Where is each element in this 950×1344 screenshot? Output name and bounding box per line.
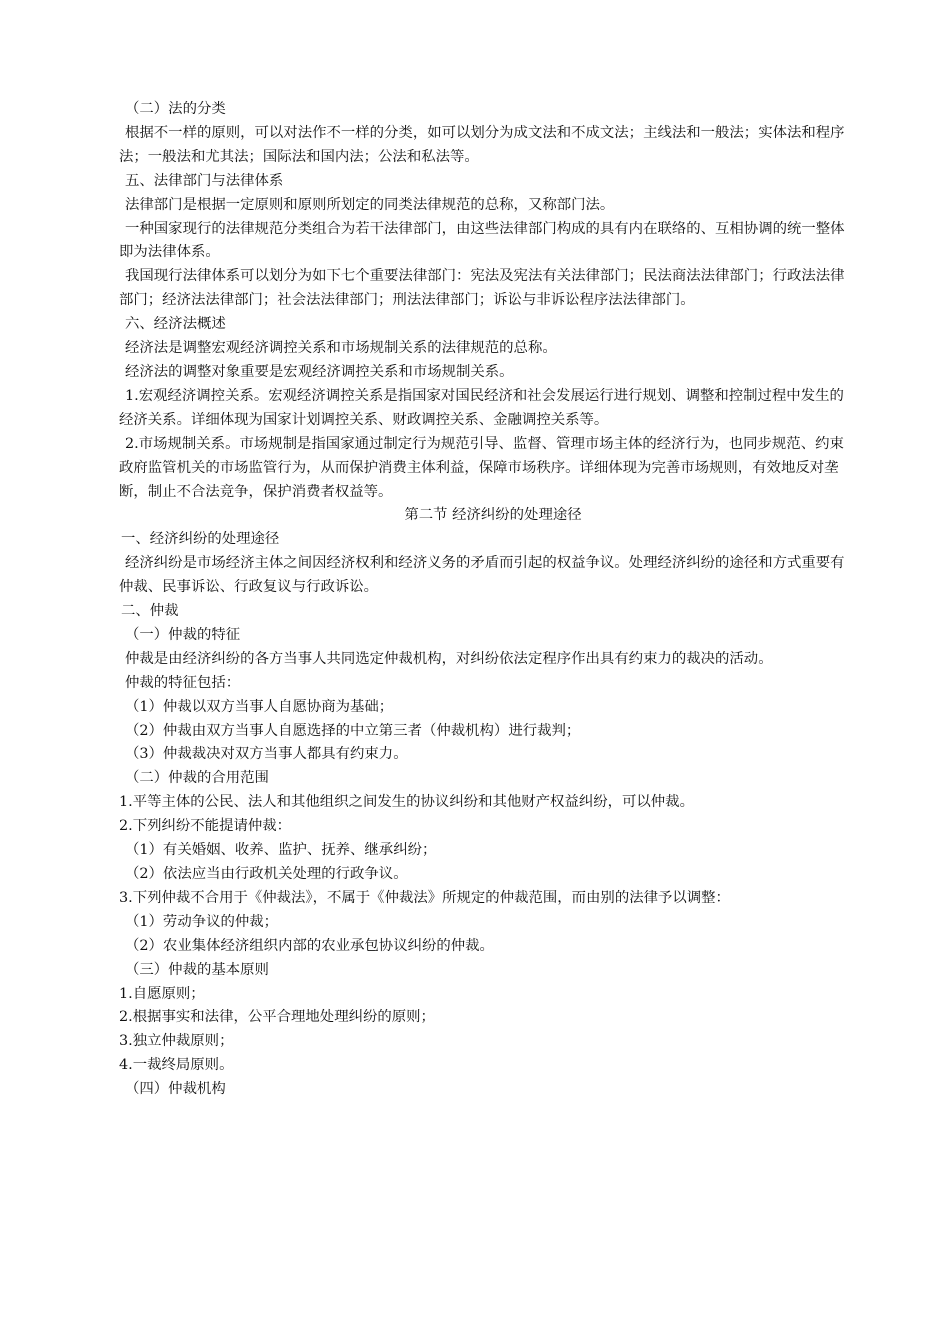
list-item-principle-4: 4.一裁终局原则。 xyxy=(119,1057,234,1074)
heading-legal-departments-system: 五、法律部门与法律体系 xyxy=(125,172,284,189)
subheading-arbitration-institutions: （四）仲裁机构 xyxy=(125,1081,226,1098)
paragraph-market-regulation: 2.市场规制关系。市场规制是指国家通过制定行为规范引导、监督、管理市场主体的经济行为，也同步规范、约束政府监管机关的市场监管行为，从而保护消费主体利益，保障市场秩序。详细体现为完善市场规则，有效地反对垄断，制止不合法竞争，保护消费者权益等。 xyxy=(119,435,844,500)
paragraph-legal-system-definition: 一种国家现行的法律规范分类组合为若干法律部门，由这些法律部门构成的具有内在联络的、互相协调的统一整体即为法律体系。 xyxy=(119,220,845,261)
paragraph-arbitration-features-intro: 仲裁的特征包括： xyxy=(125,674,241,691)
heading-arbitration: 二、仲裁 xyxy=(121,603,179,620)
paragraph-economic-disputes: 经济纠纷是市场经济主体之间因经济权利和经济义务的矛盾而引起的权益争议。处理经济纠纷的途径和方式重要有仲裁、民事诉讼、行政复议与行政诉讼。 xyxy=(119,555,845,596)
paragraph-macro-regulation: 1.宏观经济调控关系。宏观经济调控关系是指国家对国民经济和社会发展运行进行规划、调整和控制过程中发生的经济关系。详细体现为国家计划调控关系、财政调控关系、金融调控关系等。 xyxy=(119,387,844,428)
paragraph-legal-department-definition: 法律部门是根据一定原则和原则所划定的同类法律规范的总称，又称部门法。 xyxy=(125,196,615,213)
list-item-scope-3: 3.下列仲裁不合用于《仲裁法》，不属于《仲裁法》所规定的仲裁范围，而由别的法律予以调整： xyxy=(119,889,730,906)
paragraph-seven-legal-departments: 我国现行法律体系可以划分为如下七个重要法律部门：宪法及宪法有关法律部门；民法商法法律部门；行政法法律部门；经济法法律部门；社会法法律部门；刑法法律部门；诉讼与非诉讼程序法法律部门。 xyxy=(119,268,845,309)
list-item-scope-2-2: （2）依法应当由行政机关处理的行政争议。 xyxy=(125,866,408,882)
list-item-scope-2: 2.下列纠纷不能提请仲裁： xyxy=(119,818,292,835)
list-item-feature-2: （2）仲裁由双方当事人自愿选择的中立第三者（仲裁机构）进行裁判； xyxy=(125,722,581,739)
heading-dispute-resolution-paths: 一、经济纠纷的处理途径 xyxy=(121,531,280,548)
heading-economic-law-overview: 六、经济法概述 xyxy=(125,316,226,333)
paragraph-arbitration-definition: 仲裁是由经济纠纷的各方当事人共同选定仲裁机构，对纠纷依法定程序作出具有约束力的裁决的活动。 xyxy=(125,650,773,667)
list-item-principle-3: 3.独立仲裁原则； xyxy=(119,1033,234,1050)
subheading-arbitration-principles: （三）仲裁的基本原则 xyxy=(125,961,269,978)
list-item-principle-1: 1.自愿原则； xyxy=(119,985,205,1002)
list-item-feature-1: （1）仲裁以双方当事人自愿协商为基础； xyxy=(125,698,394,715)
section-title-dispute-resolution: 第二节 经济纠纷的处理途径 xyxy=(404,507,582,524)
subheading-classification-of-law: （二）法的分类 xyxy=(125,101,226,117)
paragraph-economic-law-definition: 经济法是调整宏观经济调控关系和市场规制关系的法律规范的总称。 xyxy=(125,340,557,357)
list-item-principle-2: 2.根据事实和法律，公平合理地处理纠纷的原则； xyxy=(119,1009,435,1026)
subheading-arbitration-features: （一）仲裁的特征 xyxy=(125,626,241,643)
paragraph-economic-law-objects: 经济法的调整对象重要是宏观经济调控关系和市场规制关系。 xyxy=(125,363,514,380)
list-item-scope-3-2: （2）农业集体经济组织内部的农业承包协议纠纷的仲裁。 xyxy=(125,937,494,954)
subheading-arbitration-scope: （二）仲裁的合用范围 xyxy=(125,770,269,787)
paragraph-law-classification: 根据不一样的原则，可以对法作不一样的分类，如可以划分为成文法和不成文法；主线法和一般法；实体法和程序法；一般法和尤其法；国际法和国内法；公法和私法等。 xyxy=(119,124,845,165)
list-item-feature-3: （3）仲裁裁决对双方当事人都具有约束力。 xyxy=(125,746,408,763)
list-item-scope-3-1: （1）劳动争议的仲裁； xyxy=(125,913,279,930)
document-body xyxy=(119,98,847,1102)
list-item-scope-1: 1.平等主体的公民、法人和其他组织之间发生的协议纠纷和其他财产权益纠纷，可以仲裁。 xyxy=(119,794,694,811)
list-item-scope-2-1: （1）有关婚姻、收养、监护、抚养、继承纠纷； xyxy=(125,842,437,859)
